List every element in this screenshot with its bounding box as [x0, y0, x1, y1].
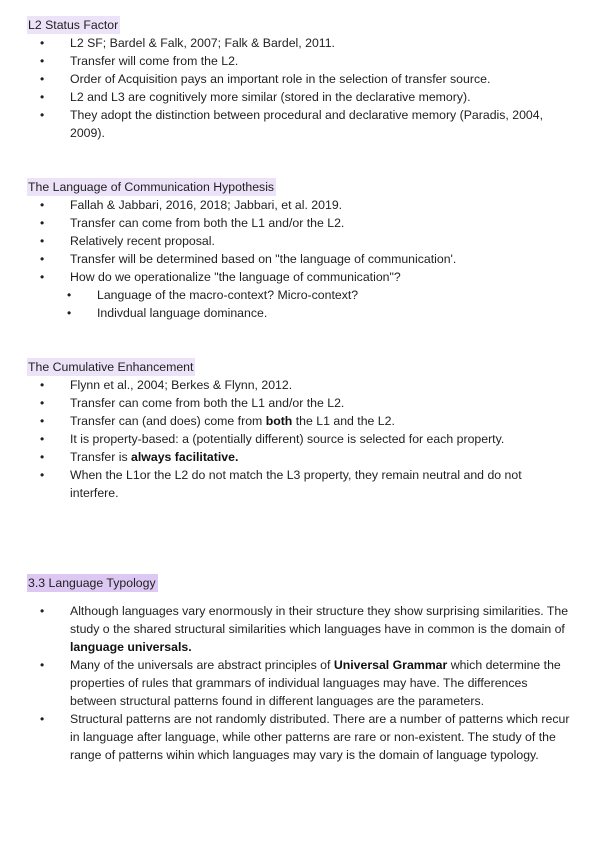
section-heading: L2 Status Factor: [28, 18, 119, 32]
list-item: • When the L1or the L2 do not match the L3 property, they remain neutral and do not interfere.: [27, 466, 570, 502]
list-item: • Fallah & Jabbari, 2016, 2018; Jabbari, et al. 2019.: [27, 196, 570, 214]
sub-list-item: • Indivdual language dominance.: [27, 304, 570, 322]
list-item: [27, 412, 570, 430]
sub-bullet-list: [27, 286, 570, 322]
list-item: • Transfer will be determined based on "the language of communication'.: [27, 250, 570, 268]
text-run: Transfer can (and does) come from: [70, 414, 266, 428]
section-heading: The Language of Communication Hypothesis: [28, 180, 275, 194]
list-item: • How do we operationalize "the language of communication"?: [27, 268, 570, 286]
bold-text: Universal Grammar: [333, 658, 448, 672]
list-item: • Transfer can come from both the L1 and/or the L2.: [27, 394, 570, 412]
section-heading: 3.3 Language Typology: [28, 576, 156, 590]
list-item: [27, 656, 570, 710]
bullet-list: [27, 376, 570, 502]
list-item: • Transfer can come from both the L1 and/or the L2.: [27, 214, 570, 232]
section-heading: The Cumulative Enhancement: [28, 360, 194, 374]
list-item: • Transfer will come from the L2.: [27, 52, 570, 70]
text-run: Many of the universals are abstract principles of: [70, 658, 334, 672]
list-item: • It is property-based: a (potentially different) source is selected for each property.: [27, 430, 570, 448]
bold-text: always facilitative.: [131, 450, 239, 464]
text-run: the L1 and the L2.: [292, 414, 395, 428]
list-item: • Order of Acquisition pays an important role in the selection of transfer source.: [27, 70, 570, 88]
list-item: • They adopt the distinction between procedural and declarative memory (Paradis, 2004, 2009).: [27, 106, 570, 142]
list-item: [27, 448, 570, 466]
section-language-of-communication: [27, 178, 570, 322]
list-item: • Flynn et al., 2004; Berkes & Flynn, 2012.: [27, 376, 570, 394]
list-item: • Structural patterns are not randomly distributed. There are a number of patterns which recur in language after language, while other patterns are rare or non-existent. The study of the range of patterns wihin which languages may vary is the domain of language typology.: [27, 710, 570, 764]
sub-list-item: • Language of the macro-context? Micro-context?: [27, 286, 570, 304]
bold-text: both: [265, 414, 293, 428]
list-item: [27, 602, 570, 656]
bullet-list: [27, 34, 570, 142]
list-item: • Relatively recent proposal.: [27, 232, 570, 250]
section-l2-status-factor: [27, 16, 570, 142]
list-item: • L2 SF; Bardel & Falk, 2007; Falk & Bardel, 2011.: [27, 34, 570, 52]
list-item: • L2 and L3 are cognitively more similar (stored in the declarative memory).: [27, 88, 570, 106]
section-language-typology: [27, 574, 570, 764]
section-cumulative-enhancement: [27, 358, 570, 502]
text-run: Transfer is: [70, 450, 132, 464]
text-run: which determine the properties of rules that grammars of individual languages may have. The differences between structural patterns found in different languages are the parameters.: [70, 658, 561, 708]
bullet-list: [27, 602, 570, 764]
bold-text: language universals.: [70, 640, 192, 654]
text-run: Although languages vary enormously in their structure they show surprising similarities. The study o the shared structural similarities which languages have in common is the domain of: [70, 604, 569, 636]
bullet-list: [27, 196, 570, 286]
